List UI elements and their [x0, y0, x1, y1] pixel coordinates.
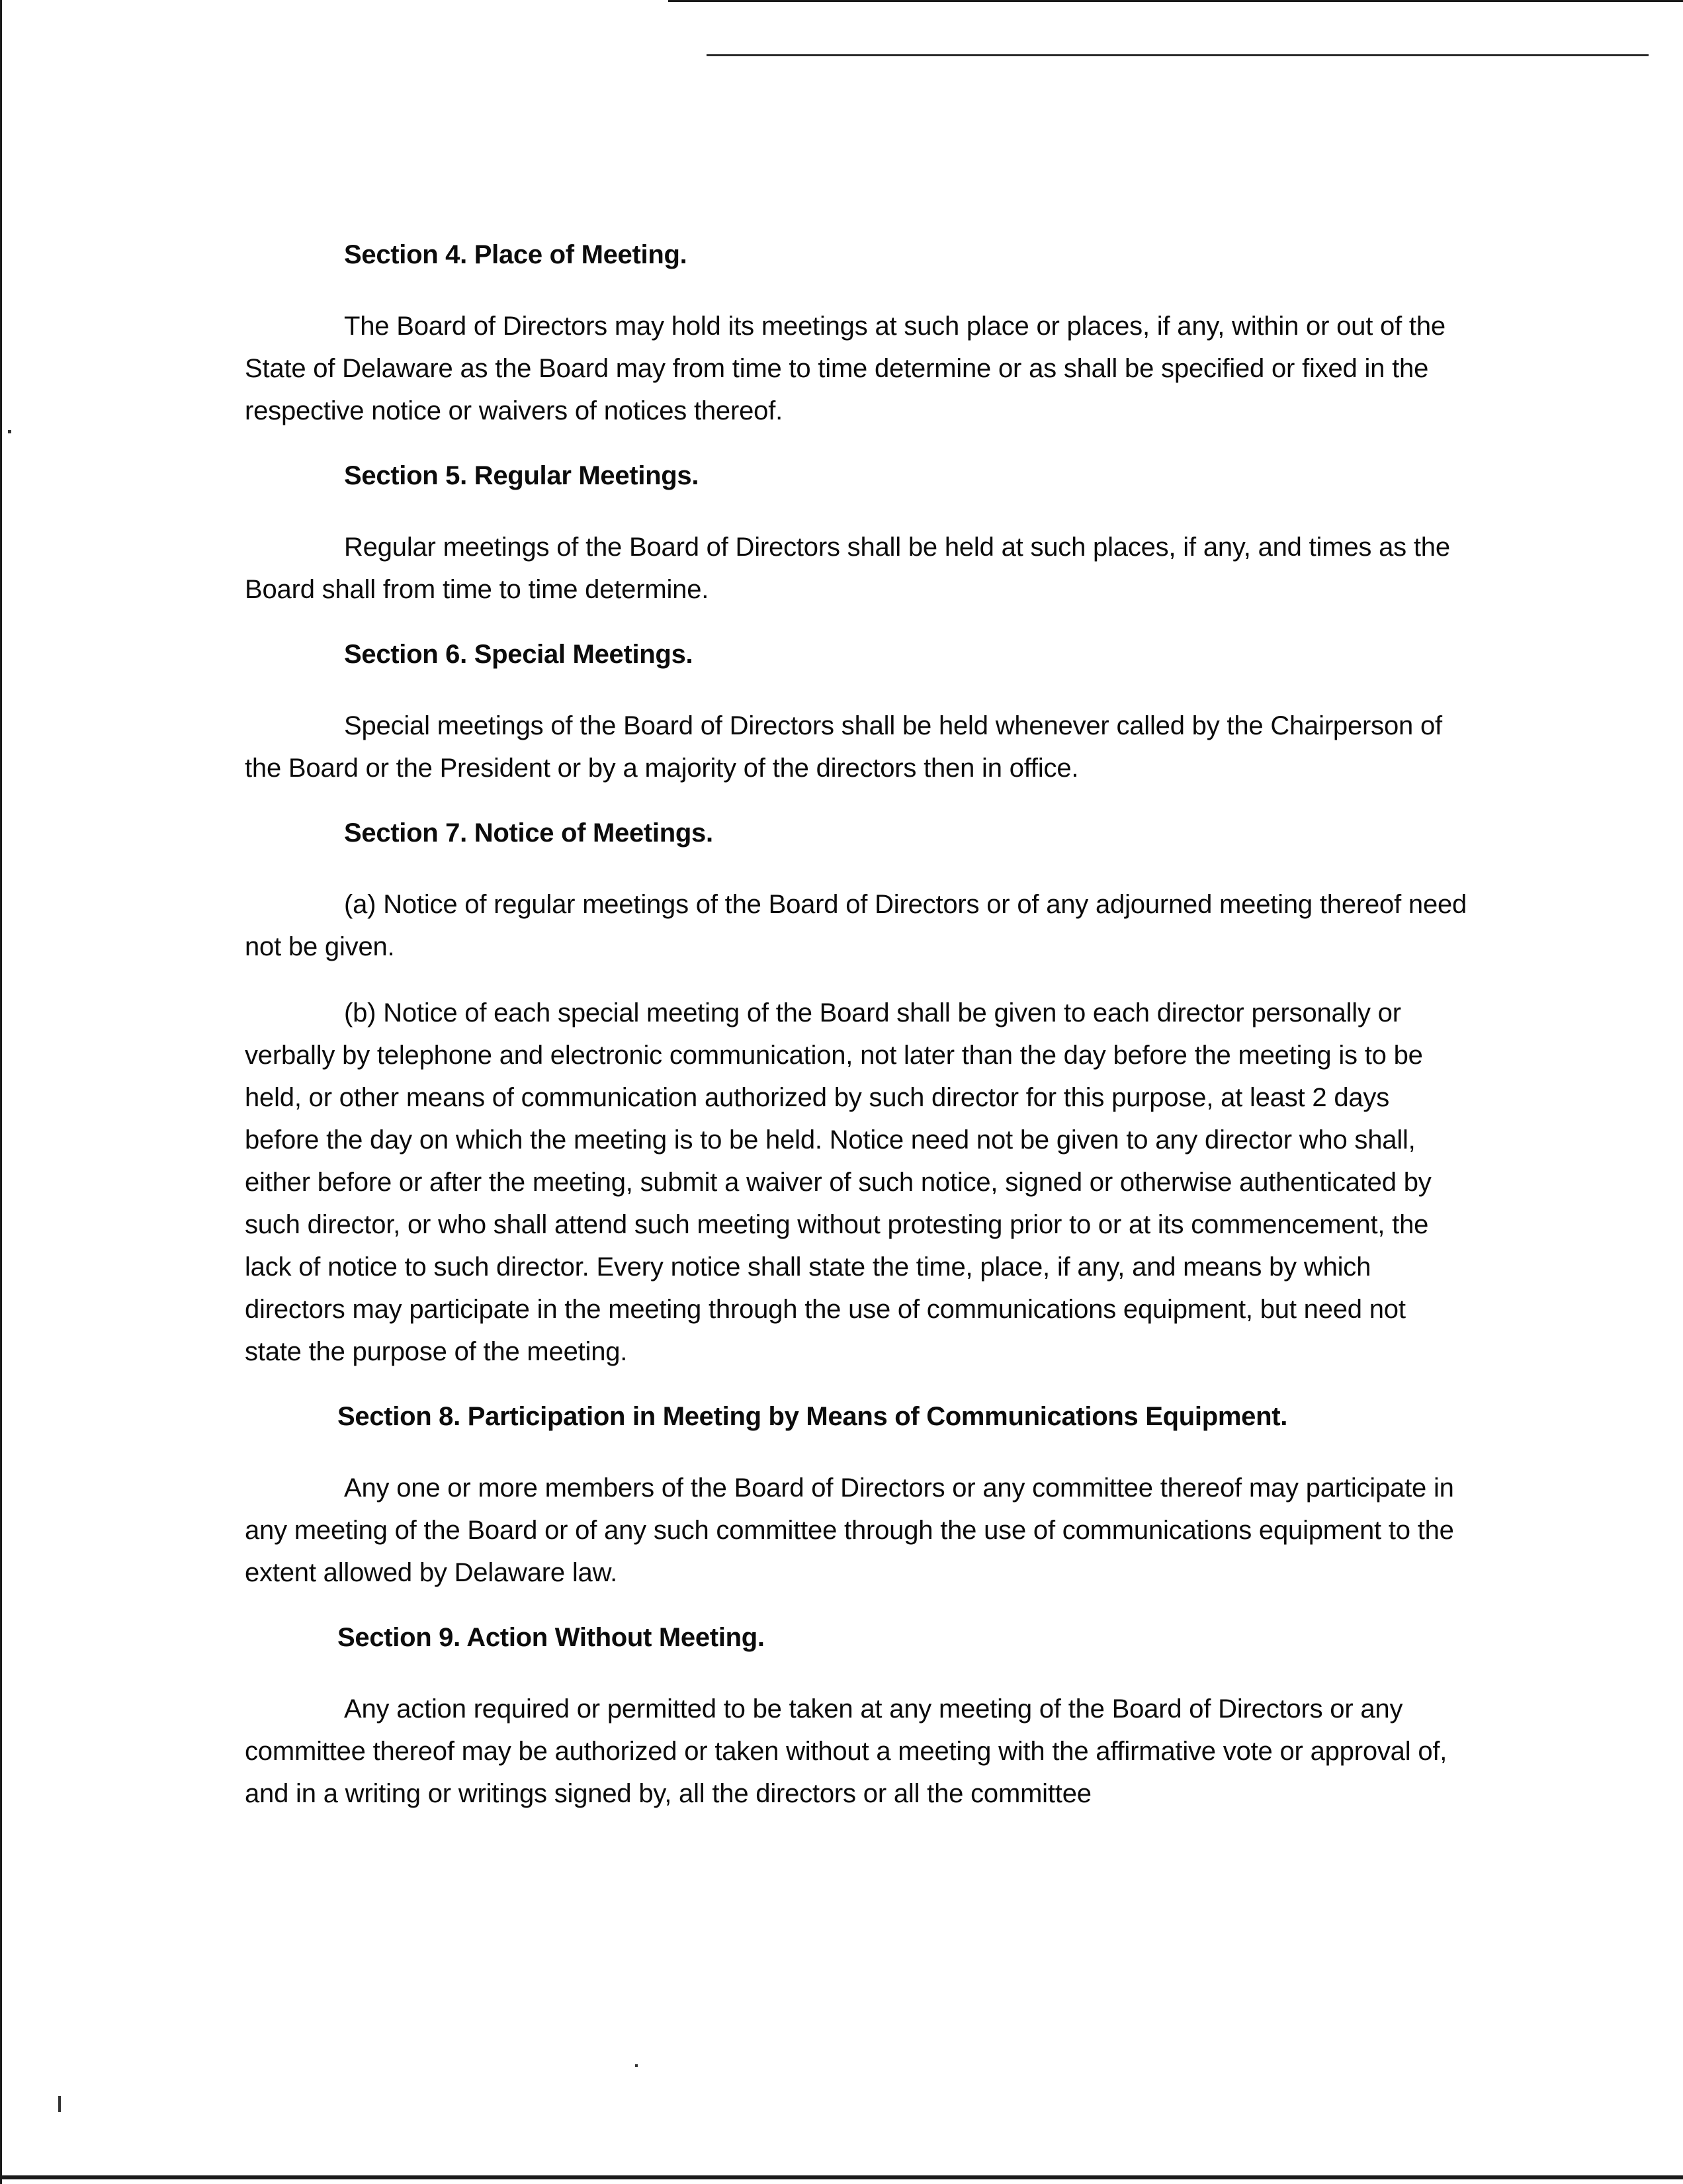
- header-rule: [707, 54, 1649, 56]
- section-4-heading: Section 4. Place of Meeting.: [344, 240, 687, 269]
- scan-edge-bottom: [0, 2175, 1683, 2179]
- section-7-paragraph-b: (b) Notice of each special meeting of the Board shall be given to each director personally or verbally by telephone and electronic communication, not later than the day before the meeting is to be held, or other means of communication authorized by such director for this purpose, at least 2 days before the day on which the meeting is to be held. Notice need not be given to any director who shall, either before or after the meeting, submit a waiver of such notice, signed or otherwise authenticated by such director, or who shall attend such meeting without protesting prior to or at its commencement, the lack of notice to such director. Every notice shall state the time, place, if any, and means by which directors may participate in the meeting through the use of communications equipment, but need not state the purpose of the meeting.: [245, 998, 1432, 1366]
- section-7-heading: Section 7. Notice of Meetings.: [344, 818, 713, 848]
- scan-edge-left: [0, 0, 2, 2184]
- scan-edge-top: [668, 0, 1683, 2]
- section-5-paragraph: Regular meetings of the Board of Directors shall be held at such places, if any, and times as the Board shall from time to time determine.: [245, 533, 1450, 604]
- section-9-paragraph: Any action required or permitted to be taken at any meeting of the Board of Directors or any committee thereof may be authorized or taken without a meeting with the affirmative vote or approval of, and in a writing or writings signed by, all the directors or all the committee: [245, 1694, 1447, 1808]
- section-5-heading: Section 5. Regular Meetings.: [344, 461, 699, 490]
- section-7-paragraph-a: (a) Notice of regular meetings of the Board of Directors or of any adjourned meeting thereof need not be given.: [245, 890, 1467, 961]
- scan-speck: [58, 2096, 61, 2112]
- section-8-heading: Section 8. Participation in Meeting by Means of Communications Equipment.: [337, 1402, 1288, 1431]
- section-6-heading: Section 6. Special Meetings.: [344, 640, 693, 669]
- section-9-heading: Section 9. Action Without Meeting.: [337, 1623, 765, 1652]
- section-8-paragraph: Any one or more members of the Board of Directors or any committee thereof may participate in any meeting of the Board or of any such committee through the use of communications equipment to the extent allowed by Delaware law.: [245, 1473, 1454, 1587]
- section-6-paragraph: Special meetings of the Board of Directors shall be held whenever called by the Chairperson of the Board or the President or by a majority of the directors then in office.: [245, 711, 1442, 783]
- section-4-paragraph: The Board of Directors may hold its meetings at such place or places, if any, within or out of the State of Delaware as the Board may from time to time determine or as shall be specified or fixed in the respective notice or waivers of notices thereof.: [245, 312, 1446, 425]
- scan-speck: [635, 2064, 638, 2067]
- scan-speck: [8, 430, 11, 433]
- document-body: [245, 235, 1469, 1839]
